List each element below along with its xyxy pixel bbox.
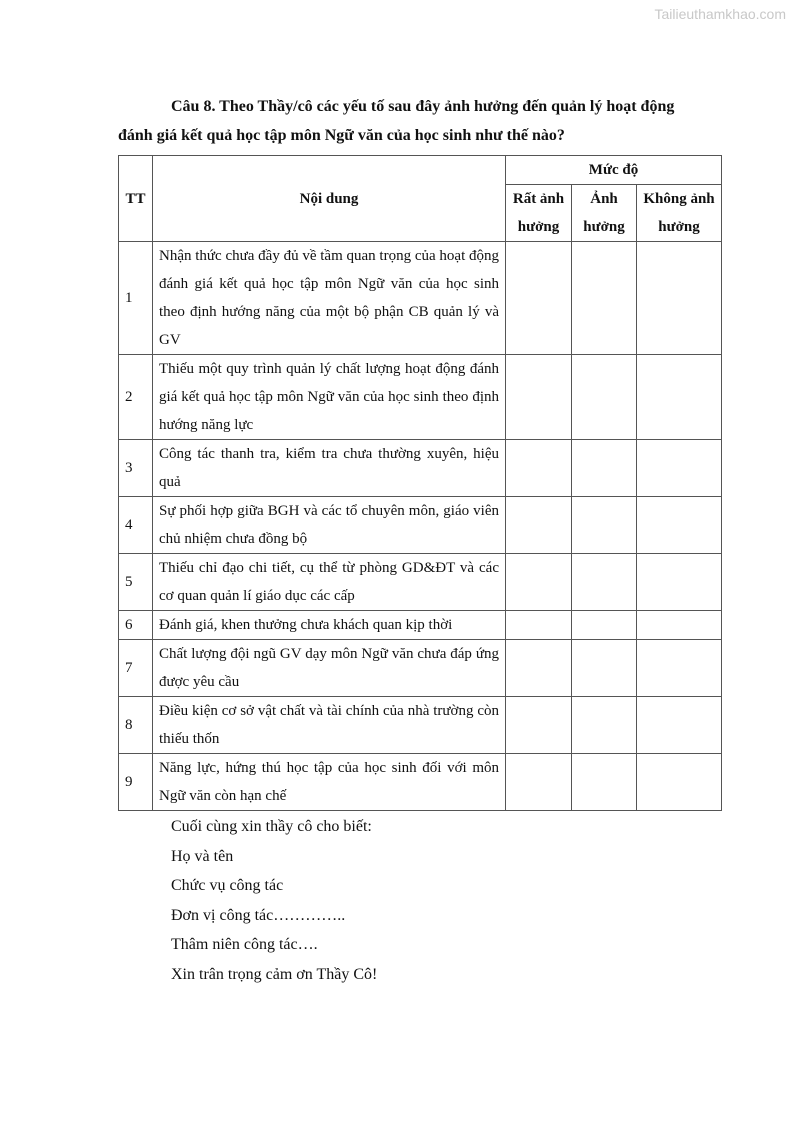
- cell-affect[interactable]: [572, 754, 637, 811]
- header-tt: TT: [119, 156, 153, 242]
- cell-very-affect[interactable]: [506, 355, 572, 440]
- row-content: Thiếu chỉ đạo chi tiết, cụ thể từ phòng GD&ĐT và các cơ quan quản lí giáo dục các cấp: [153, 554, 506, 611]
- table-row: [119, 440, 722, 497]
- header-no-affect: Không ảnh hưởng: [637, 185, 722, 242]
- cell-very-affect[interactable]: [506, 554, 572, 611]
- question-line-2: đánh giá kết quả học tập môn Ngữ văn của học sinh như thế nào?: [118, 127, 565, 144]
- thanks-line: Xin trân trọng cảm ơn Thầy Cô!: [171, 965, 378, 983]
- cell-no-affect[interactable]: [637, 754, 722, 811]
- cell-affect[interactable]: [572, 640, 637, 697]
- cell-no-affect[interactable]: [637, 242, 722, 355]
- cell-no-affect[interactable]: [637, 497, 722, 554]
- row-number: 2: [119, 355, 153, 440]
- header-affect: Ảnh hưởng: [572, 185, 637, 242]
- cell-very-affect[interactable]: [506, 497, 572, 554]
- row-content: Công tác thanh tra, kiểm tra chưa thường xuyên, hiệu quả: [153, 440, 506, 497]
- cell-affect[interactable]: [572, 242, 637, 355]
- seniority-field-label: Thâm niên công tác….: [171, 936, 318, 953]
- row-content: Sự phối hợp giữa BGH và các tổ chuyên môn, giáo viên chủ nhiệm chưa đồng bộ: [153, 497, 506, 554]
- row-number: 7: [119, 640, 153, 697]
- cell-affect[interactable]: [572, 554, 637, 611]
- table-row: [119, 754, 722, 811]
- row-content: Đánh giá, khen thưởng chưa khách quan kịp thời: [153, 611, 506, 640]
- cell-affect[interactable]: [572, 355, 637, 440]
- name-field-label: Họ và tên: [171, 847, 234, 865]
- cell-no-affect[interactable]: [637, 640, 722, 697]
- cell-very-affect[interactable]: [506, 440, 572, 497]
- cell-affect[interactable]: [572, 611, 637, 640]
- survey-table: [118, 155, 722, 811]
- row-content: Điều kiện cơ sở vật chất và tài chính của nhà trường còn thiếu thốn: [153, 697, 506, 754]
- row-number: 6: [119, 611, 153, 640]
- cell-very-affect[interactable]: [506, 242, 572, 355]
- row-number: 5: [119, 554, 153, 611]
- row-content: Chất lượng đội ngũ GV dạy môn Ngữ văn chưa đáp ứng được yêu cầu: [153, 640, 506, 697]
- row-content: Nhận thức chưa đầy đủ về tầm quan trọng của hoạt động đánh giá kết quả học tập môn Ngữ văn của học sinh theo định hướng năng của một bộ phận CB quản lý và GV: [153, 242, 506, 355]
- cell-very-affect[interactable]: [506, 640, 572, 697]
- row-number: 8: [119, 697, 153, 754]
- table-row: [119, 554, 722, 611]
- header-content: Nội dung: [153, 156, 506, 242]
- cell-no-affect[interactable]: [637, 611, 722, 640]
- table-row: [119, 242, 722, 355]
- watermark: Tailieuthamkhao.com: [654, 6, 786, 22]
- cell-very-affect[interactable]: [506, 697, 572, 754]
- cell-no-affect[interactable]: [637, 440, 722, 497]
- cell-affect[interactable]: [572, 440, 637, 497]
- header-level: Mức độ: [506, 156, 722, 185]
- row-content: Thiếu một quy trình quản lý chất lượng hoạt động đánh giá kết quả học tập môn Ngữ văn của học sinh theo định hướng năng lực: [153, 355, 506, 440]
- table-row: [119, 355, 722, 440]
- row-number: 3: [119, 440, 153, 497]
- table-row: [119, 697, 722, 754]
- cell-no-affect[interactable]: [637, 697, 722, 754]
- row-content: Năng lực, hứng thú học tập của học sinh đối với môn Ngữ văn còn hạn chế: [153, 754, 506, 811]
- unit-field-label: Đơn vị công tác…………..: [171, 906, 346, 924]
- closing-section: [171, 812, 377, 989]
- cell-affect[interactable]: [572, 697, 637, 754]
- table-row: [119, 611, 722, 640]
- cell-affect[interactable]: [572, 497, 637, 554]
- question-line-1: Câu 8. Theo Thầy/cô các yếu tố sau đây ảnh hưởng đến quản lý hoạt động: [171, 98, 675, 115]
- question-heading: [118, 92, 722, 150]
- row-number: 4: [119, 497, 153, 554]
- cell-very-affect[interactable]: [506, 611, 572, 640]
- header-very-affect: Rất ảnh hưởng: [506, 185, 572, 242]
- row-number: 1: [119, 242, 153, 355]
- cell-very-affect[interactable]: [506, 754, 572, 811]
- table-row: [119, 497, 722, 554]
- row-number: 9: [119, 754, 153, 811]
- cell-no-affect[interactable]: [637, 554, 722, 611]
- closing-line: Cuối cùng xin thầy cô cho biết:: [171, 818, 372, 835]
- position-field-label: Chức vụ công tác: [171, 877, 284, 894]
- table-row: [119, 640, 722, 697]
- cell-no-affect[interactable]: [637, 355, 722, 440]
